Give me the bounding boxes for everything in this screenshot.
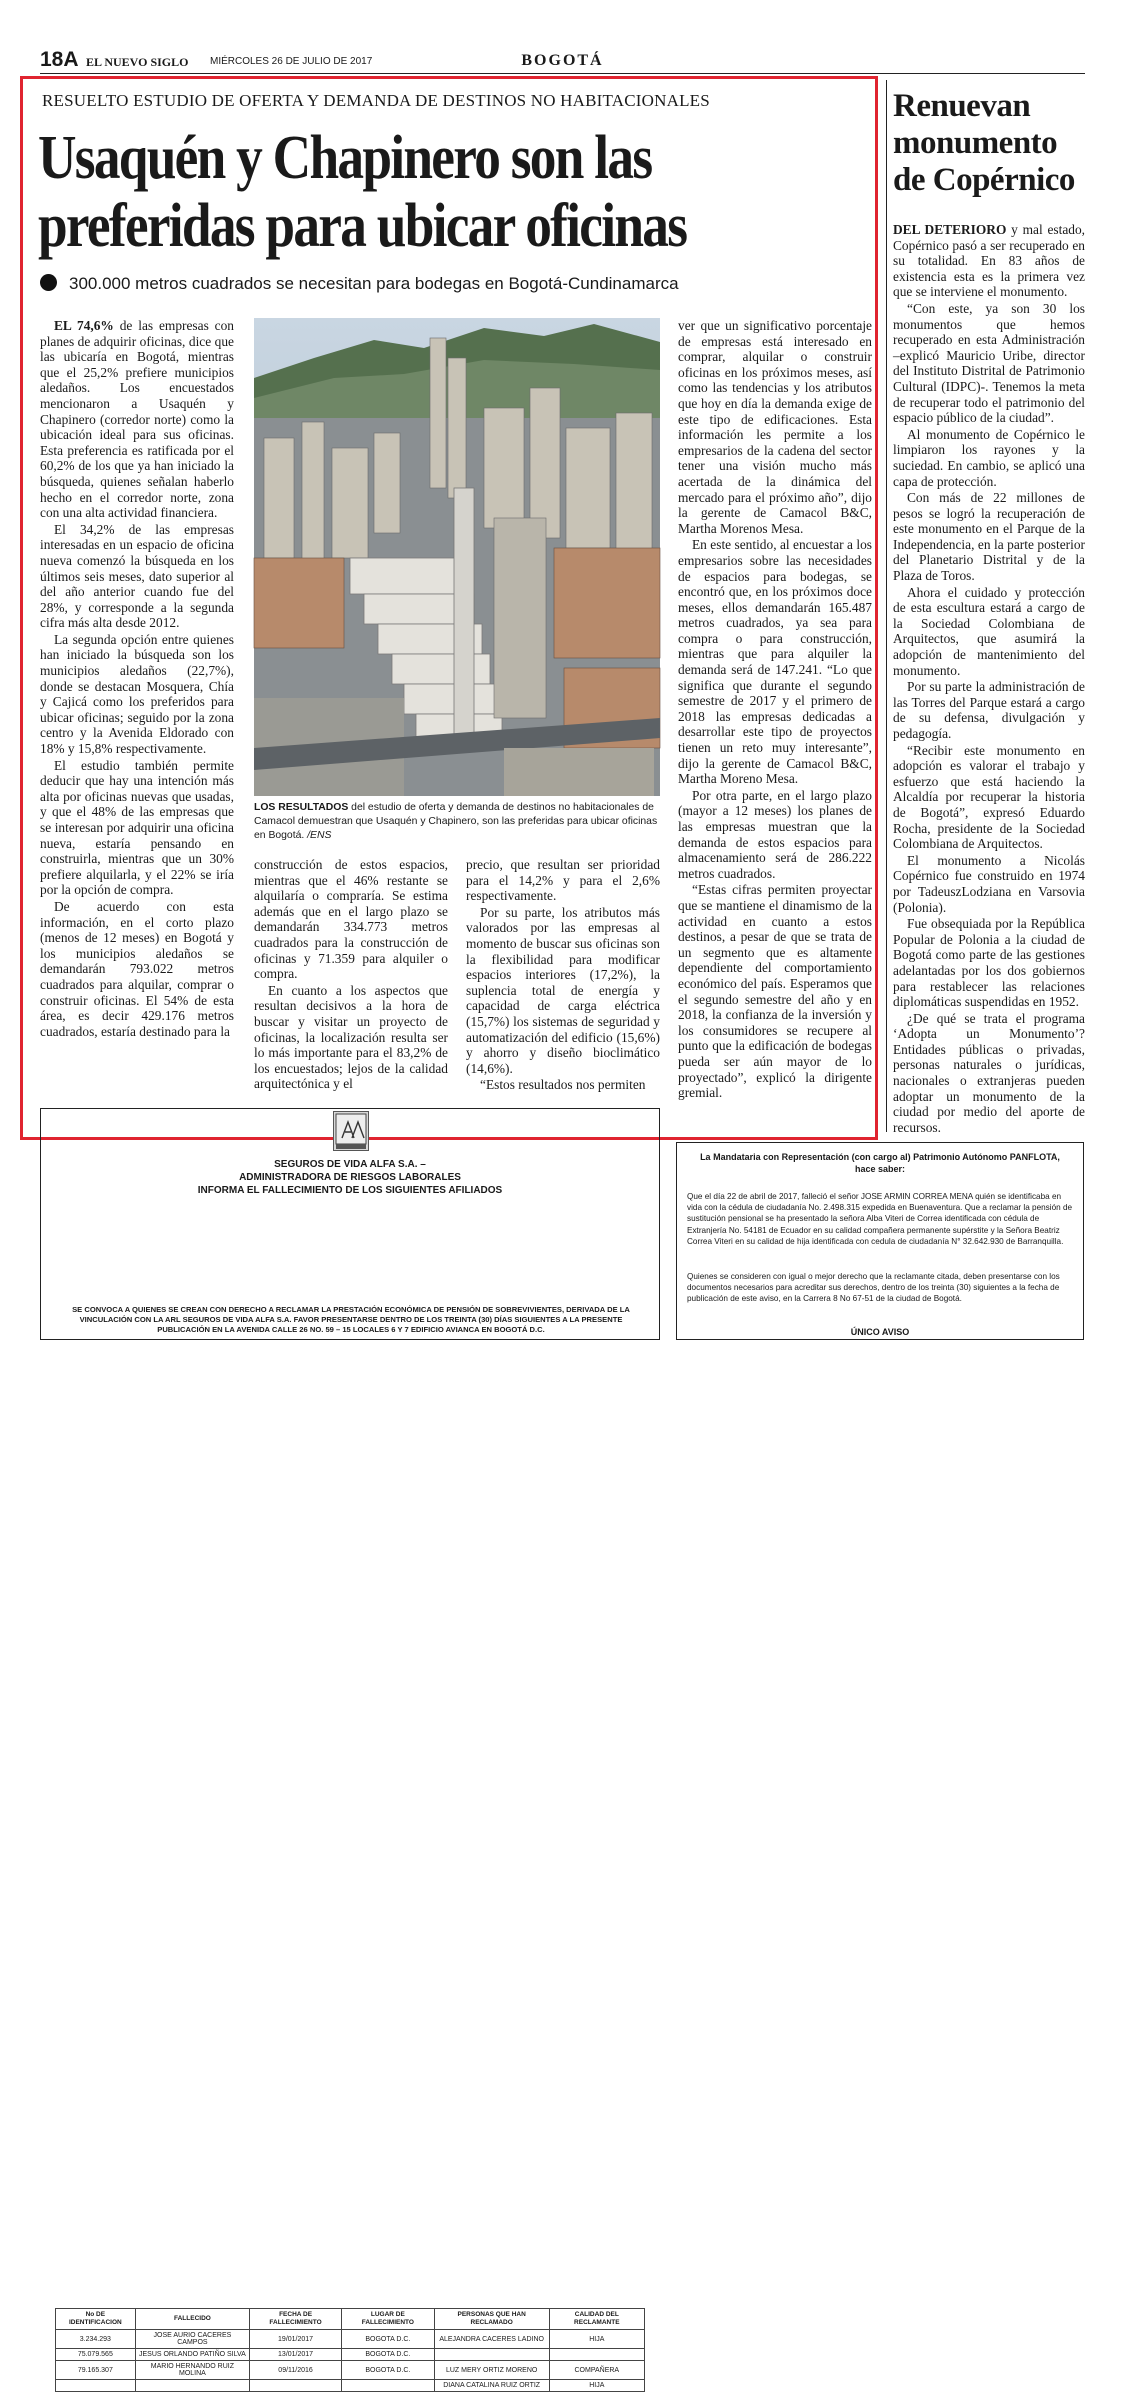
notice-title-line: La Mandataria con Representación (con cargo al) Patrimonio Autónomo PANFLOTA,: [700, 1152, 1060, 1162]
paragraph: “Con este, ya son 30 los monumentos que hemos recuperado en esta Administración –explicó Mauricio Uribe, director del Instituto Distrital de Patrimonio Cultural (IDPC)-. Tenemos la meta de recuperar todo el patrimonio del espacio público de la ciudad”.: [893, 300, 1085, 426]
column-header: FALLECIDO: [135, 2309, 249, 2330]
subhead-text: 300.000 metros cuadrados se necesitan para bodegas en Bogotá-Cundinamarca: [69, 274, 679, 293]
column-divider: [886, 80, 887, 1132]
table-cell: HIJA: [549, 2330, 644, 2349]
paragraph: El monumento a Nicolás Copérnico fue construido en 1974 por TadeuszLodziana en Varsovia (Polonia).: [893, 852, 1085, 915]
paragraph: La segunda opción entre quienes han iniciado la búsqueda son los municipios aledaños (22,7%), donde se destacan Mosquera, Chía y Cajicá como los preferidos para ubicar oficinas; seguido por la zona centro y la Avenida Eldorado con 18% y 15,8% respectivamente.: [40, 631, 234, 757]
paragraph: precio, que resultan ser prioridad para el 14,2% y para el 2,6% respectivamente.: [466, 857, 660, 904]
table-header-row: [56, 2309, 645, 2330]
table-cell: 3.234.293: [56, 2330, 136, 2349]
headline-line: monumento: [893, 125, 1058, 161]
notice-panflota: [676, 1142, 1084, 1340]
paragraph: Con más de 22 millones de pesos se logró la recuperación de este monumento en el Parque de la Independencia, en la parte posterior del Planetario Distrital y de la Plaza de Toros.: [893, 490, 1085, 584]
paragraph: “Estos resultados nos permiten: [480, 1077, 646, 1093]
notice-body: Que el día 22 de abril de 2017, falleció el señor JOSE ARMIN CORREA MENA quién se identificaba en vida con la cédula de ciudadanía No. 2.498.315 expedida en Buenaventura. Que a reclamar la pensión de sustitución pensional se ha presentado la señora Alba Viteri de Correa identificada con cédula de Extranjería No. 54181 de Ecuador en su calidad compañera permanente supérstite y la Señora Beatriz Correa Viteri en su calidad de hija identificada con cedula de ciudadanía N° 32.642.930 de Barranquilla.: [687, 1192, 1073, 1246]
table-cell: 19/01/2017: [250, 2330, 342, 2349]
paragraph: En este sentido, al encuestar a los empresarios sobre las necesidades de espacios para bodegas, se encontró que, en los próximos doce meses, ellos demandarán 165.487 metros cuadrados, ya sea para compra o para construcción, mientras que para alquiler la demanda será de 147.241. “Lo que significa que durante el segundo semestre de 2017 y el primero de 2018 las empresas dedicadas a desarrollar este tipo de proyectos tienen un reto muy interesante”, dijo la gerente de Camacol B&C, Martha Moreno Mesa.: [678, 537, 872, 787]
notice-title: INFORMA EL FALLECIMIENTO DE LOS SIGUIENTES AFILIADOS: [197, 1185, 503, 1196]
paragraph: “Estas cifras permiten proyectar que se mantiene el dinamismo de la actividad en cuanto a estos destinos, a pesar de que se trata de un segmento que es altamente dependiente del comportamiento económico del país. Esperamos que el segundo semestre del año y en 2018, la confianza de la inversión y los consumidores se recupere al punto que la edificación de bodegas pueda ser aún mayor de lo proyectado”, explicó la dirigente gremial.: [678, 882, 872, 1101]
notice-footer: SE CONVOCA A QUIENES SE CREAN CON DERECHO A RECLAMAR LA PRESTACIÓN ECONÓMICA DE PENSIÓN DE SOBREVIVIENTES, DERIVADA DE LA VINCULACIÓN CON LA ARL SEGUROS DE VIDA ALFA S.A. FAVOR PRESENTARSE DENTRO DE LOS TREINTA (30) DÍAS SIGUIENTES A LA PRESENTE PUBLICACIÓN EN LA AVENIDA CALLE 26 NO. 59 – 15 LOCALES 6 Y 7 EDIFICIO AVIANCA EN BOGOTÁ D.C.: [72, 1305, 630, 1334]
caption-lead: LOS RESULTADOS: [254, 802, 349, 813]
table-row: [56, 2361, 645, 2380]
bullet-icon: [40, 274, 57, 291]
story-photo: [254, 318, 660, 796]
story-headline: [38, 124, 864, 260]
paragraph: Ahora el cuidado y protección de esta escultura estará a cargo de la Sociedad Colombiana de Arquitectos, que asumirá la adopción de mantenimiento del monumento.: [893, 584, 1085, 678]
story-subhead: [40, 274, 870, 294]
headline-line: Renuevan: [893, 88, 1031, 124]
headline-line: Usaquén y Chapinero son las: [38, 124, 652, 192]
table-cell: [135, 2380, 249, 2392]
section-title: BOGOTÁ: [521, 52, 604, 69]
story-kicker: RESUELTO ESTUDIO DE OFERTA Y DEMANDA DE DESTINOS NO HABITACIONALES: [42, 91, 710, 110]
story-column-3: [466, 857, 660, 1094]
publication-date: MIÉRCOLES 26 DE JULIO DE 2017: [210, 56, 373, 67]
story-column-4: [678, 318, 872, 1102]
notice-title: SEGUROS DE VIDA ALFA S.A. –: [274, 1159, 426, 1170]
paragraph: Por su parte, los atributos más valorados por las empresas al momento de buscar sus oficinas son la flexibilidad para modificar espacios interiores (17,2%), la suplencia total de energía y capacidad de carga eléctrica (15,7%) los sistemas de seguridad y automatización del edificio (15,6%) y ahorro y diseño bioclimático (14,6%).: [466, 904, 660, 1076]
paragraph: Por otra parte, en el largo plazo (mayor a 12 meses) los planes de las empresas muestran que la demanda de estos espacios para almacenamiento será de 286.222 metros cuadrados.: [678, 787, 872, 881]
column-header: LUGAR DE FALLECIMIENTO: [341, 2309, 434, 2330]
table-cell: 75.079.565: [56, 2349, 136, 2361]
notice-closing: ÚNICO AVISO: [850, 1327, 910, 1337]
table-cell: 13/01/2017: [250, 2349, 342, 2361]
table-cell: JOSE AURIO CACERES CAMPOS: [135, 2330, 249, 2349]
story-column-2: [254, 857, 448, 1093]
table-cell: COMPAÑERA: [549, 2361, 644, 2380]
table-cell: 09/11/2016: [250, 2361, 342, 2380]
table-cell: JESUS ORLANDO PATIÑO SILVA: [135, 2349, 249, 2361]
table-cell: DIANA CATALINA RUIZ ORTIZ: [434, 2380, 549, 2392]
table-cell: BOGOTA D.C.: [341, 2361, 434, 2380]
column-header: FECHA DE FALLECIMIENTO: [250, 2309, 342, 2330]
publication-name: EL NUEVO SIGLO: [86, 55, 189, 69]
table-cell: [341, 2380, 434, 2392]
caption-text: del estudio de oferta y demanda de destinos no habitacionales de Camacol demuestran que Usaquén y Chapinero, son las preferidas para ubicar oficinas en Bogotá.: [254, 802, 658, 841]
alfa-logo-mark: [334, 1112, 368, 1150]
table-cell: [434, 2349, 549, 2361]
paragraph: Al monumento de Copérnico le limpiaron los rayones y la suciedad. En cambio, se aplicó una capa de protección.: [893, 426, 1085, 489]
table-row: [56, 2349, 645, 2361]
side-story-headline: [893, 88, 1093, 199]
paragraph: El estudio también permite deducir que hay una intención más alta por oficinas nuevas que usadas, y que el 48% de las empresas que se interesan por adquirir una oficina nueva, estaría pensando en construirla, mientras que un 30% prefiere alquilarla, y el 22% se iría por la opción de compra.: [40, 757, 234, 898]
page-header: [40, 48, 1085, 74]
paragraph: Por su parte la administración de las Torres del Parque estará a cargo de su defensa, divulgación y pedagogía.: [893, 679, 1085, 741]
table-cell: [250, 2380, 342, 2392]
paragraph: En cuanto a los aspectos que resultan decisivos a la hora de buscar y visitar un proyecto de oficinas, la localización resulta ser lo más importante para el 83,2% de los encuestados; lejos de la calidad arquitectónica y el: [254, 982, 448, 1092]
table-cell: LUZ MERY ORTIZ MORENO: [434, 2361, 549, 2380]
notice-title: ADMINISTRADORA DE RIESGOS LABORALES: [239, 1172, 461, 1183]
lead-in: EL 74,6%: [54, 318, 114, 333]
table-cell: HIJA: [549, 2380, 644, 2392]
alfa-logo-icon: [333, 1111, 369, 1151]
story-column-1: [40, 318, 234, 1040]
notice-title-line: hace saber:: [854, 1164, 906, 1174]
paragraph: “Recibir este monumento en adopción es valorar el trabajo y esfuerzo que está haciendo la Alcaldía por recuperar la historia de Bogotá”, expresó Eduardo Rocha, presidente de la Sociedad Colombiana de Arquitectos.: [893, 742, 1085, 852]
column-header: CALIDAD DEL RECLAMANTE: [549, 2309, 644, 2330]
notice-title: [677, 1151, 1083, 1175]
table-cell: MARIO HERNANDO RUIZ MOLINA: [135, 2361, 249, 2380]
deceased-table: [55, 2308, 645, 2392]
paragraph: ver que un significativo porcentaje de empresas está interesado en comprar, alquilar o construir oficinas en los próximos meses, así como las tendencias y los atributos que hoy en día la demanda exige de este tipo de edificaciones. Esta información les permite a los empresarios de la cadena del sector tener una visión mucho más acertada de la dinámica del mercado para el próximo año”, dijo la gerente de Camacol B&C, Martha Morenos Mesa.: [678, 318, 872, 536]
paragraph: construcción de estos espacios, mientras que el 46% restante se alquilaría o compraría. Se estima además que en el largo plazo se demandarán 334.773 metros cuadrados para la construcción de oficinas y 71.359 para alquiler o compra.: [254, 857, 448, 982]
paragraph: De acuerdo con esta información, en el corto plazo (menos de 12 meses) en Bogotá y los municipios aledaños se demandarán 793.022 metros cuadrados para alquilar, comprar o construir oficinas. El 54% de esta área, es decir 429.176 metros cuadrados, estaría destinado para la: [40, 898, 234, 1039]
paragraph: El 34,2% de las empresas interesadas en un espacio de oficina nueva comenzó la búsqueda en los últimos seis meses, dato superior al del año anterior cuando fue del 28%, y corresponde a la segunda cifra más alta desde 2012.: [40, 521, 234, 631]
headline-line: de Copérnico: [893, 162, 1075, 198]
photo-caption: [254, 801, 660, 843]
column-header: PERSONAS QUE HAN RECLAMADO: [434, 2309, 549, 2330]
paragraph: y mal estado, Copérnico pasó a ser recuperado en su totalidad. En 83 años de existencia esta es la primera vez que se interviene el monumento.: [893, 222, 1085, 300]
table-cell: ALEJANDRA CACERES LADINO: [434, 2330, 549, 2349]
column-header: No DE IDENTIFICACION: [56, 2309, 136, 2330]
photo-credit: /ENS: [307, 830, 332, 841]
table-row: [56, 2330, 645, 2349]
lead-in: DEL DETERIORO: [893, 222, 1007, 237]
table-cell: 79.165.307: [56, 2361, 136, 2380]
notice-alfa: [40, 1108, 660, 2389]
paragraph: Fue obsequiada por la República Popular de Polonia a la ciudad de Bogotá como parte de las gestiones adelantadas por los dos gobiernos para restablecer las relaciones diplomáticas suspendidas en 1952.: [893, 916, 1085, 1010]
table-cell: BOGOTA D.C.: [341, 2330, 434, 2349]
page-number: 18A: [40, 48, 79, 71]
side-story-body: [893, 222, 1085, 1136]
notice-body: Quienes se consideren con igual o mejor derecho que la reclamante citada, deben presentarse con los documentos necesarios para acreditar sus derechos, dentro de los treinta (30) siguientes a la fecha de publicación de este aviso, en la Carrera 8 No 67-51 de la ciudad de Bogotá.: [687, 1272, 1060, 1304]
table-row: [56, 2380, 645, 2392]
paragraph: de las empresas con planes de adquirir oficinas, dice que las ubicaría en Bogotá, mientras que el 25,2% prefiere municipios aledaños. Los encuestados mencionaron a Usaquén y Chapinero (corredor norte) como la ubicación ideal para sus oficinas. Esta preferencia es ratificada por el 60,2% de los que ya han iniciado la búsqueda, quienes señalan haberlo hecho en el corredor norte, zona con una alta actividad financiera.: [40, 318, 235, 521]
bogota-skyline-image: [254, 318, 660, 796]
table-cell: [56, 2380, 136, 2392]
table-cell: BOGOTA D.C.: [341, 2349, 434, 2361]
paragraph: ¿De qué se trata el programa ‘Adopta un Monumento’? Entidades públicas o privadas, personas naturales o jurídicas, nacionales o extranjeras pueden adoptar un monumento de la ciudad por medio del aporte de recursos.: [893, 1010, 1085, 1135]
headline-line: preferidas para ubicar oficinas: [38, 192, 687, 260]
table-cell: [549, 2349, 644, 2361]
